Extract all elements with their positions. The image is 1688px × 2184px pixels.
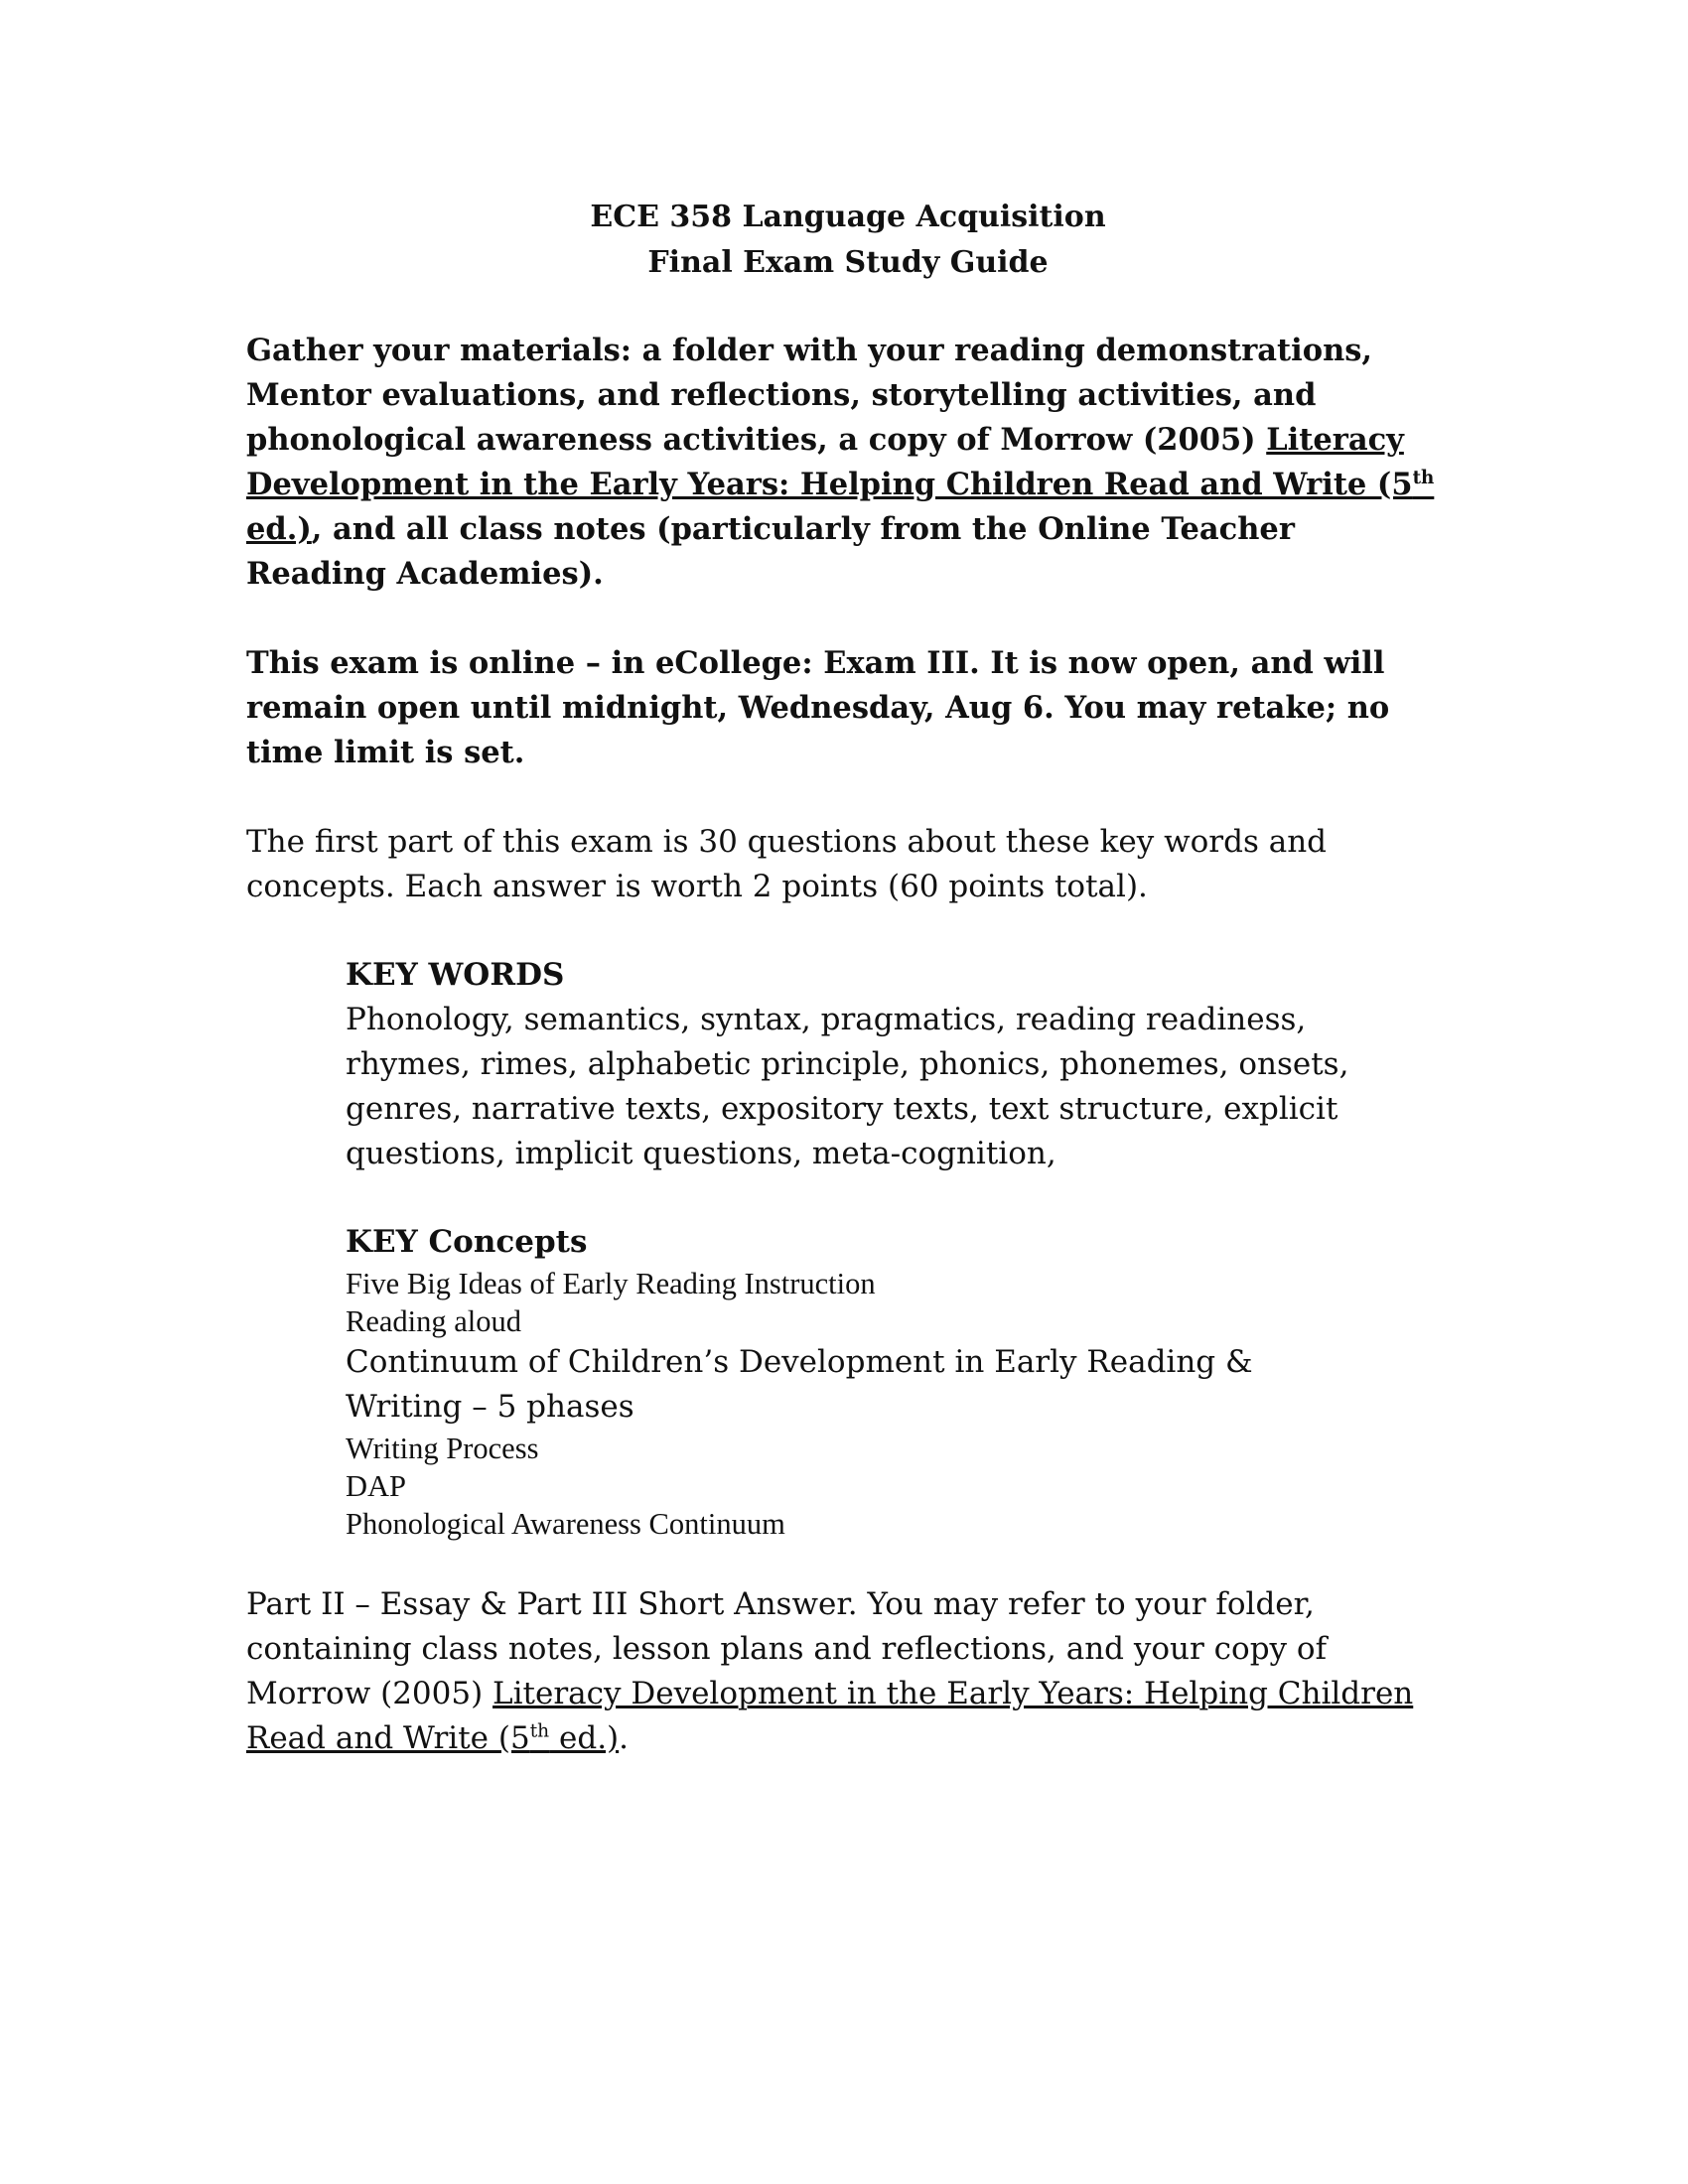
- part-two-text: Part II – Essay & Part III Short Answer. You may refer to your folder, containing class notes, lesson plans and reflections, and your copy of Morrow (2005): [246, 1586, 1328, 1711]
- materials-paragraph: [246, 329, 1438, 597]
- key-concept-item: DAP: [346, 1469, 407, 1503]
- key-concept-item: Phonological Awareness Continuum: [346, 1507, 785, 1541]
- key-concepts-heading: KEY Concepts: [346, 1224, 588, 1260]
- key-words-list: Phonology, semantics, syntax, pragmatics, reading readiness, rhymes, rimes, alphabetic principle, phonics, phonemes, onsets, genres, narrative texts, expository texts, text structure, explicit questions, implicit questions, meta-cognition,: [346, 1002, 1349, 1171]
- key-concept-item: Continuum of Children’s Development in Early Reading & Writing – 5 phases: [346, 1344, 1253, 1425]
- key-concept-item: Five Big Ideas of Early Reading Instruction: [346, 1267, 876, 1300]
- key-concept-item: Reading aloud: [346, 1304, 522, 1338]
- part-one-paragraph: The first part of this exam is 30 questions about these key words and concepts. Each answer is worth 2 points (60 points total).: [246, 824, 1328, 904]
- key-concepts-section: [346, 1219, 1438, 1543]
- exam-info-paragraph: This exam is online – in eCollege: Exam III. It is now open, and will remain open until midnight, Wednesday, Aug 6. You may retake; no time limit is set.: [246, 645, 1390, 770]
- document-header: [256, 195, 1440, 286]
- course-title: ECE 358 Language Acquisition: [590, 200, 1106, 234]
- part-two-paragraph: Part II – Essay & Part III Short Answer. You may refer to your folder, containing class notes, lesson plans and reflections, and your copy of Morrow (2005) Literacy Development in the Early Years: Helping Children Read and Write (5th ed.).: [246, 1586, 1414, 1756]
- book-title-underlined: Literacy Development in the Early Years: Helping Children Read and Write (5th ed.): [246, 1676, 1414, 1756]
- key-concept-item: Writing Process: [346, 1432, 539, 1465]
- materials-outro: , and all class notes (particularly from the Online Teacher Reading Academies).: [246, 511, 1295, 592]
- key-words-section: [346, 952, 1438, 1176]
- document-page: [246, 195, 1438, 1761]
- guide-title: Final Exam Study Guide: [647, 245, 1049, 280]
- key-words-heading: KEY WORDS: [346, 957, 565, 993]
- materials-intro: Gather your materials: a folder with your reading demonstrations, Mentor evaluations, and reflections, storytelling activities, and phonological awareness activities, a copy of Morrow (2005): [246, 333, 1373, 458]
- book-title-underlined: Literacy Development in the Early Years: Helping Children Read and Write (5th ed.): [246, 422, 1435, 547]
